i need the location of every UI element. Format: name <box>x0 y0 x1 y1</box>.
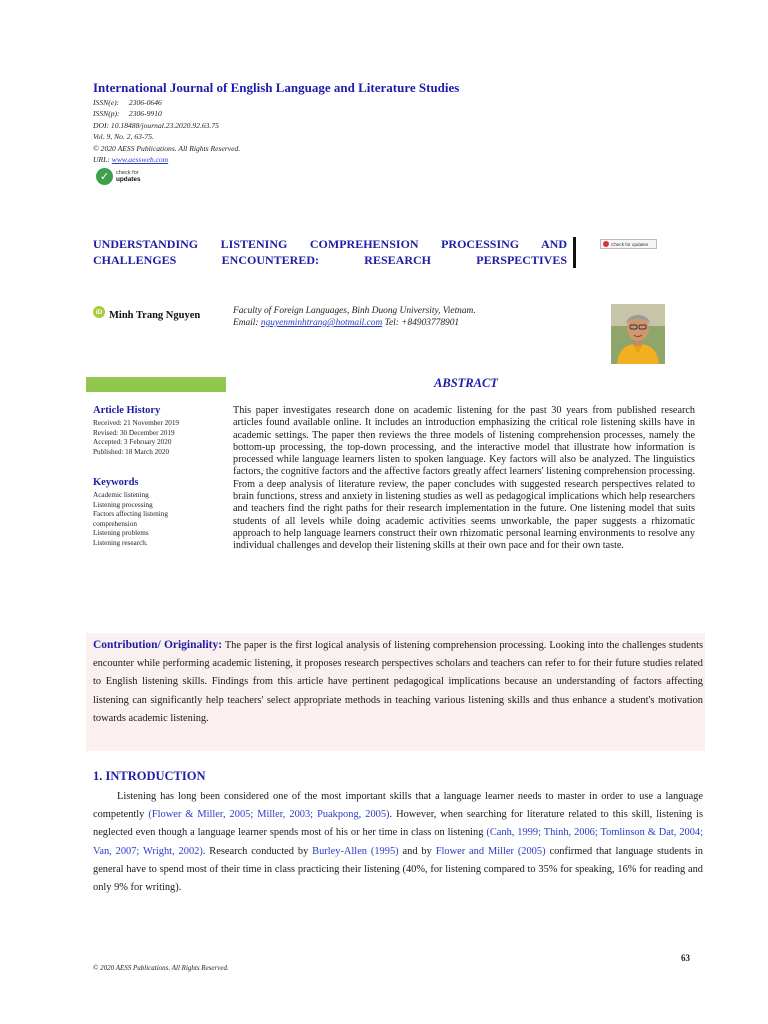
keyword-item: Listening research. <box>93 538 148 547</box>
received-date: Received: 21 November 2019 <box>93 419 180 427</box>
email-link[interactable]: nguyenminhtrang@hotmail.com <box>260 318 383 328</box>
citation-link[interactable]: (Canh, 1999; Thinh, 2006; Tomlinson & Dat, 2004; Van, 2007; Wright, 2002) <box>93 827 703 857</box>
introduction-paragraph <box>93 788 703 897</box>
doi: DOI: 10.18488/journal.23.2020.92.63.75 <box>93 120 219 130</box>
paper-title: UNDERSTANDING LISTENING COMPREHENSION PROCESSING AND CHALLENGES ENCOUNTERED: RESEARCH PERSPECTIVES <box>93 237 567 267</box>
check-for-updates-label: Check for updates <box>611 241 649 247</box>
journal-metadata <box>93 97 240 165</box>
check-for-updates-badge[interactable] <box>96 168 141 185</box>
email-label: Email: <box>233 318 259 328</box>
updates-icon <box>603 241 609 247</box>
intro-text-4: and by <box>402 845 432 857</box>
contribution-text: The paper is the first logical analysis of listening comprehension processing. Looking into the challenges students encounter while performing academic listening, it proposes research perspectives scholars and teachers can refer to for their future studies related to English listening skills. Findings from this article have pertinent pedagogical implications because an understanding of factors affecting listening can significantly help teachers' select appropriate methods in teaching various listening skills and thus enhance a student's motivation towards academic listening. <box>93 640 703 724</box>
contact-line <box>233 317 476 329</box>
keywords-heading: Keywords <box>93 477 139 488</box>
check-icon: ✓ <box>96 168 113 185</box>
orcid-icon[interactable]: iD <box>93 306 105 318</box>
section-accent-bar <box>86 377 226 392</box>
url-label: URL: <box>93 155 110 165</box>
article-history-list <box>93 419 179 457</box>
intro-text-3: . Research conducted by <box>202 845 309 857</box>
keyword-item: Listening processing <box>93 500 153 509</box>
copyright-notice: © 2020 AESS Publications. All Rights Reserved. <box>93 143 241 153</box>
intro-text-1: Listening has long been considered one of the most important skills that a language learner needs to master in order to use a language competently <box>93 791 703 821</box>
check-for-updates-button[interactable] <box>600 239 657 249</box>
footer-copyright: © 2020 AESS Publications. All Rights Reserved. <box>93 964 229 972</box>
introduction-heading: 1. INTRODUCTION <box>93 769 206 783</box>
keyword-item: Listening problems <box>93 529 149 538</box>
abstract-heading: ABSTRACT <box>434 376 498 390</box>
issn-p-line <box>93 108 240 119</box>
issn-p-label: ISSN(p): <box>93 109 120 119</box>
page-number: 63 <box>681 953 690 963</box>
citation-link[interactable]: Burley-Allen (1995) <box>312 845 399 857</box>
citation-link[interactable]: (Flower & Miller, 2005; Miller, 2003; Puakpong, 2005) <box>148 809 390 821</box>
intro-text-2: . However, when searching for literature related to this skill, listening is neglected even though a language learner spends most of his or her time in class on listening <box>93 809 703 839</box>
check-for-updates-text <box>116 170 141 182</box>
issn-p-value: 2306-9910 <box>128 109 162 119</box>
badge-line-1: check for <box>116 170 139 177</box>
citation-link[interactable]: Flower and Miller (2005) <box>435 845 546 857</box>
author-affiliation <box>233 305 476 329</box>
url-line <box>93 154 240 165</box>
article-history-heading: Article History <box>93 405 161 416</box>
accepted-date: Accepted: 3 February 2020 <box>93 438 172 447</box>
keyword-item: Factors affecting listening comprehension <box>93 510 168 528</box>
affiliation-text: Faculty of Foreign Languages, Binh Duong University, Vietnam. <box>233 306 476 316</box>
author-photo <box>611 304 665 364</box>
keywords-list <box>93 491 213 549</box>
intro-text-5: confirmed that language students in general have to spend most of their time in class practicing their listening (40%, for listening compared to 35% for speaking, 16% for reading and only 9% for writing). <box>93 845 703 894</box>
author-name: Minh Trang Nguyen <box>109 310 201 321</box>
badge-line-2: updates <box>116 175 141 183</box>
journal-url-link[interactable]: www.aessweb.com <box>111 155 169 165</box>
phone-number: Tel: +84903778901 <box>384 318 460 328</box>
volume-info: Vol. 9, No. 2, 63-75. <box>93 132 154 142</box>
published-date: Published: 18 March 2020 <box>93 447 170 456</box>
issn-e-line <box>93 97 240 108</box>
keyword-item: Academic listening <box>93 491 149 499</box>
issn-e-value: 2306-0646 <box>128 98 162 107</box>
title-divider <box>573 237 576 268</box>
revised-date: Revised: 30 December 2019 <box>93 428 175 437</box>
journal-title: International Journal of English Language and Literature Studies <box>93 80 460 95</box>
introduction-body <box>93 788 703 897</box>
contribution-paragraph <box>93 636 703 728</box>
issn-e-label: ISSN(e): <box>93 98 120 107</box>
contribution-label: Contribution/ Originality: <box>93 639 223 651</box>
abstract-text: This paper investigates research done on academic listening for the past 30 years from published research articles found available online. It includes an introduction emphasizing the critical role listening skills have in academic settings. The paper then reviews the three models of listening comprehension processes, namely the bottom-up processing, the top-down processing, and the interactive model that illustrate how information is processed while language learners listen to spoken language. Key factors will also be analyzed. The linguistics factors, the cognitive factors and the affective factors greatly affect learners' listening comprehension processing. From a deep analysis of literature review, the paper concludes with suggested research perspectives related to brain functions, stress and anxiety in listening studies as well as pedagogical implications which help researchers and teachers find the right paths for their research implementation in the future. One listening model that suits students of all levels while doing academic activities seems unworkable, the paper suggests a rhizomatic approach to help language learners construct their own rhizomatic personal learning environments to resolve any individual challenges and develop their listening skills at their own pace and for their own taste. <box>233 405 695 552</box>
